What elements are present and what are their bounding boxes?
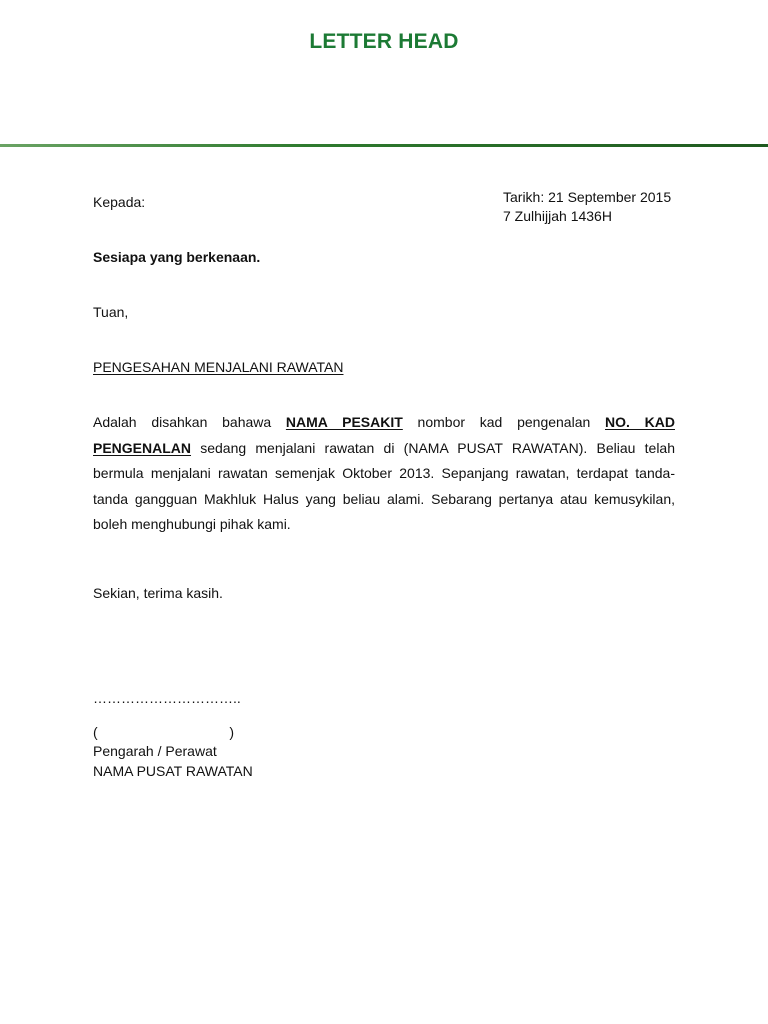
signatory-organization: NAMA PUSAT RAWATAN — [93, 763, 253, 779]
signatory-title: Pengarah / Perawat — [93, 743, 217, 759]
body-text-2: nombor kad pengenalan — [402, 414, 606, 430]
recipient-label: Kepada: — [93, 194, 146, 210]
letterhead-title: LETTER HEAD — [309, 30, 459, 53]
body-text-3: sedang menjalani rawatan di (NAMA PUSAT RAWATAN). Beliau telah bermula menjalani rawatan semenjak Oktober 2013. Sepanjang rawatan, terdapat tanda-tanda gangguan Makhluk Halus yang beliau alami. Sebarang pertanya atau kemusykilan, boleh menghubungi pihak kami. — [93, 439, 675, 532]
paren-open: ( — [93, 724, 98, 740]
greeting-line: Tuan, — [93, 304, 129, 320]
closing-line: Sekian, terima kasih. — [93, 585, 223, 601]
body-text-1: Adalah disahkan bahawa — [93, 414, 286, 430]
patient-name-field: NAMA PESAKIT — [285, 414, 403, 430]
addressee-line: Sesiapa yang berkenaan. — [93, 249, 261, 265]
date-block — [503, 188, 671, 226]
signature-dots: ………………………….. — [93, 690, 241, 706]
paren-close: ) — [229, 724, 234, 740]
ic-number-field: NO. KAD PENGENALAN — [93, 414, 675, 456]
date-hijri: 7 Zulhijjah 1436H — [503, 208, 612, 224]
date-gregorian: Tarikh: 21 September 2015 — [503, 189, 672, 205]
signature-name-placeholder — [93, 723, 234, 742]
header-divider — [0, 144, 768, 147]
body-paragraph — [93, 410, 675, 538]
subject-heading: PENGESAHAN MENJALANI RAWATAN — [93, 359, 344, 375]
